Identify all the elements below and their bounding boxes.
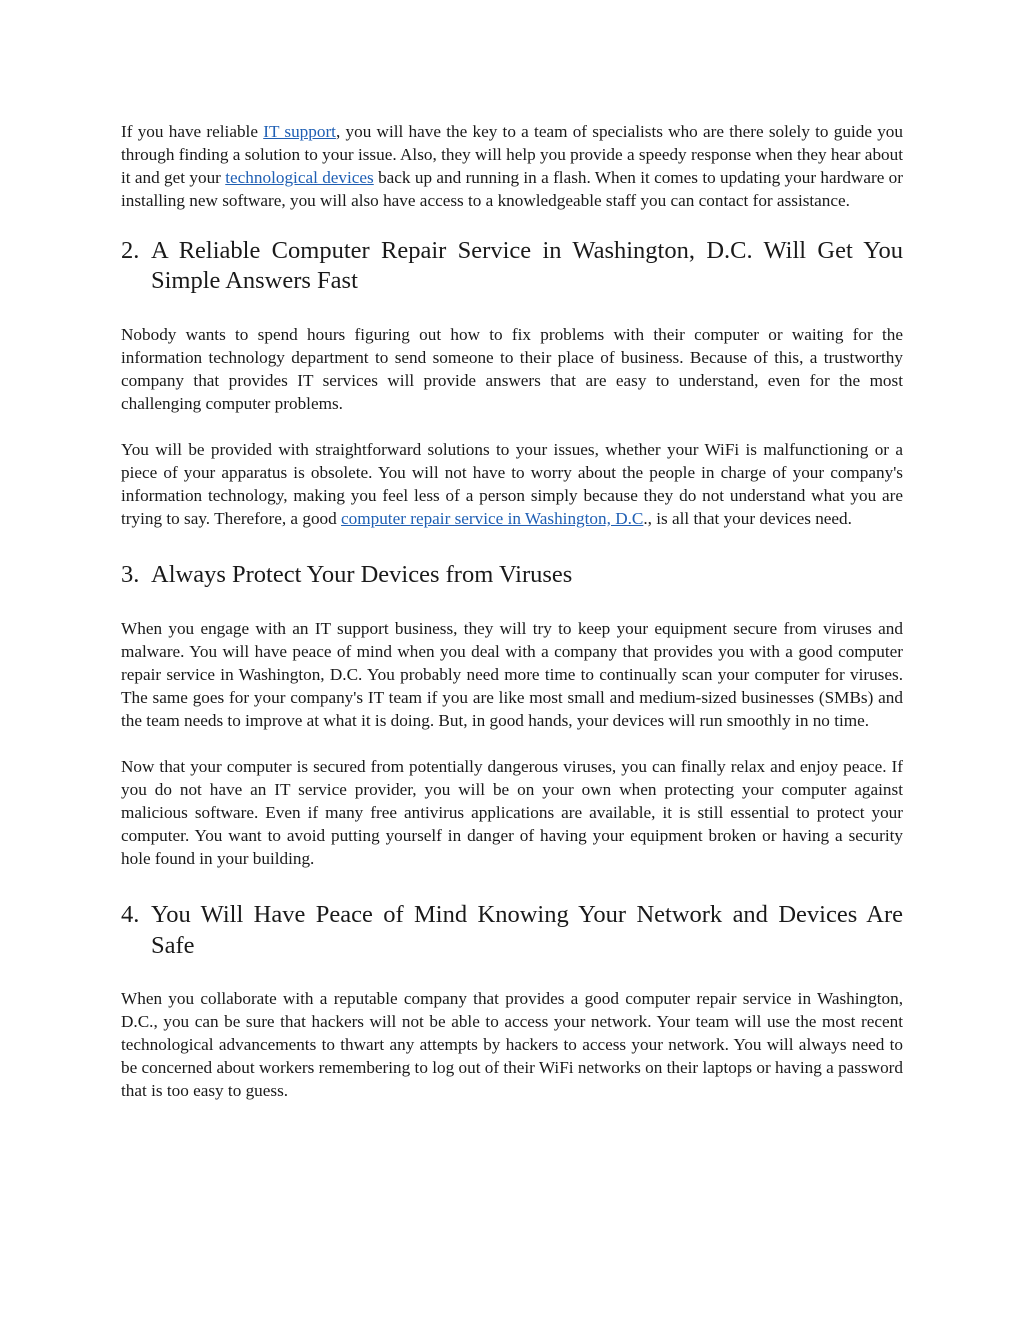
section-3-heading-text: Always Protect Your Devices from Viruses bbox=[151, 561, 573, 588]
section-4-heading-text: You Will Have Peace of Mind Knowing Your Network and Devices Are Safe bbox=[151, 901, 903, 959]
section-2-number: 2. bbox=[121, 236, 140, 264]
section-3-paragraph-1: When you engage with an IT support business, they will try to keep your equipment secure from viruses and malware. You will have peace of mind when you deal with a company that provides you with a good computer repair service in Washington, D.C. You probably need more time to continually scan your computer for viruses. The same goes for your company's IT team if you are like most small and medium-sized businesses (SMBs) and the team needs to improve at what it is doing. But, in good hands, your devices will run smoothly in no time. bbox=[121, 618, 903, 730]
section-2-heading bbox=[121, 236, 903, 297]
section-2-heading-text: A Reliable Computer Repair Service in Washington, D.C. Will Get You Simple Answers Fast bbox=[151, 236, 903, 294]
section-2-paragraph-2 bbox=[121, 438, 903, 530]
technological-devices-link[interactable]: technological devices bbox=[225, 168, 374, 187]
section-4-number: 4. bbox=[121, 901, 140, 928]
section-3-heading bbox=[121, 560, 903, 591]
intro-paragraph bbox=[121, 120, 903, 212]
section-4-paragraph-1: When you collaborate with a reputable company that provides a good computer repair service in Washington, D.C., you can be sure that hackers will not be able to access your network. Your team will use the most recent technological advancements to thwart any attempts by hackers to access your network. You will always need to be concerned about workers remembering to log out of their WiFi networks on their laptops or having a password that is too easy to guess. bbox=[121, 989, 903, 1100]
computer-repair-service-link[interactable]: computer repair service in Washington, D.C bbox=[341, 509, 644, 528]
section-2-paragraph-1: Nobody wants to spend hours figuring out how to fix problems with their computer or waiting for the information technology department to send someone to their place of business. Because of this, a trustworthy company that provides IT services will provide answers that are easy to understand, even for the most challenging computer problems. bbox=[121, 324, 903, 413]
section-3-paragraph-2: Now that your computer is secured from potentially dangerous viruses, you can finally relax and enjoy peace. If you do not have an IT service provider, you will be on your own when protecting your computer against malicious software. Even if many free antivirus applications are available, it is still essential to protect your computer. You want to avoid putting yourself in danger of having your equipment broken or having a security hole found in your building. bbox=[121, 757, 903, 868]
intro-text-middle: , you will have the key to a team of specialists who are there solely to guide you through finding a solution to your issue. Also, they will help you provide a speedy response when they hear about it and get your bbox=[121, 122, 903, 187]
section-4-heading bbox=[121, 900, 903, 961]
section-2-text-end: ., is all that your devices need. bbox=[643, 509, 852, 528]
intro-text-end: back up and running in a flash. When it comes to updating your hardware or installing new software, you will also have access to a knowledgeable staff you can contact for assistance. bbox=[121, 168, 903, 210]
section-2-text-start: You will be provided with straightforward solutions to your issues, whether your WiFi is malfunctioning or a piece of your apparatus is obsolete. You will not have to worry about the people in charge of your company's information technology, making you feel less of a person simply because they do not understand what you are trying to say. Therefore, a good bbox=[121, 440, 903, 528]
section-3-number: 3. bbox=[121, 561, 140, 588]
it-support-link[interactable]: IT support bbox=[263, 122, 336, 141]
document-page bbox=[121, 120, 903, 1102]
intro-text-start: If you have reliable bbox=[121, 122, 264, 141]
